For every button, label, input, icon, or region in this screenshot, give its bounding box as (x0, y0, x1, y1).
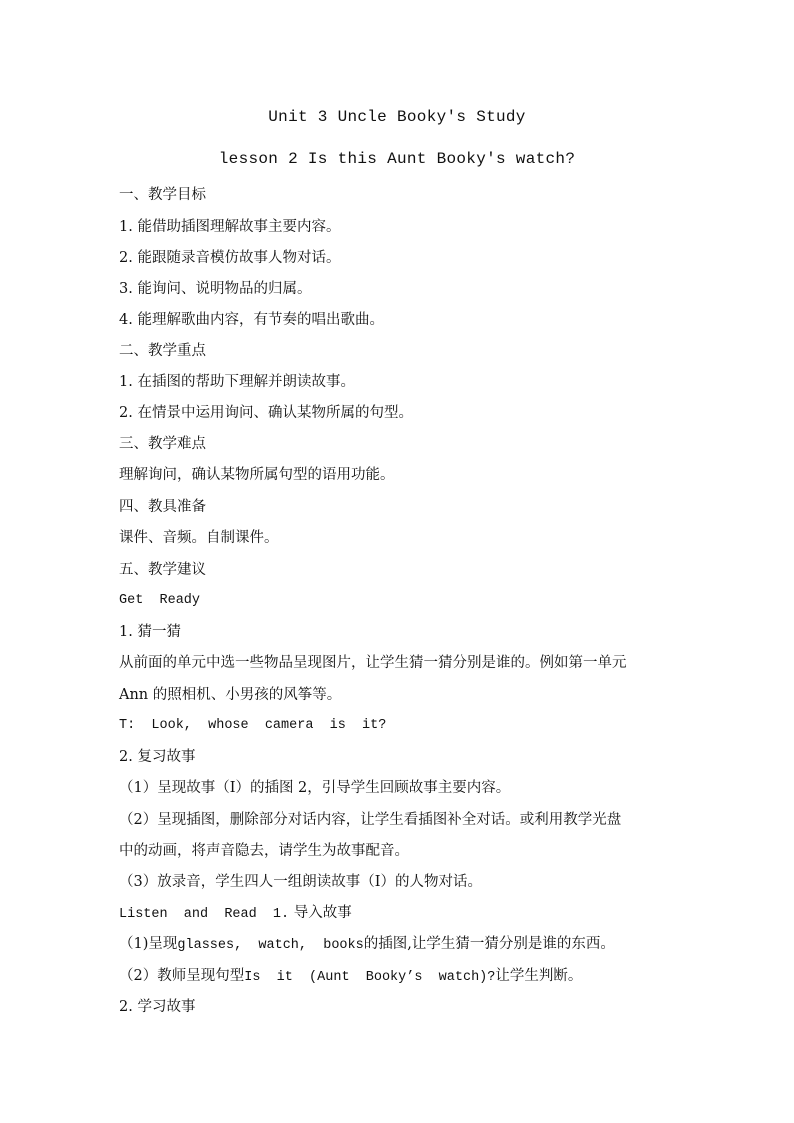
paragraph-line: 从前面的单元中选一些物品呈现图片，让学生猜一猜分别是谁的。例如第一单元 (119, 655, 627, 671)
paragraph-line: （2）呈现插图，删除部分对话内容，让学生看插图补全对话。或利用教学光盘 (119, 812, 622, 828)
section-heading-difficulties: 三、教学难点 (119, 436, 206, 452)
paragraph-line (119, 934, 615, 956)
subheading-get-ready: Get Ready (119, 593, 201, 608)
paragraph-line: （3）放录音，学生四人一组朗读故事（I）的人物对话。 (119, 874, 482, 890)
paragraph-line: Ann 的照相机、小男孩的风筝等。 (119, 687, 342, 703)
section-heading-suggestions: 五、教学建议 (119, 562, 206, 578)
key-point-item: 2. 在情景中运用询问、确认某物所属的句型。 (119, 405, 413, 421)
paragraph-line: 中的动画，将声音隐去，请学生为故事配音。 (119, 843, 409, 859)
objective-item: 2. 能跟随录音模仿故事人物对话。 (119, 250, 341, 266)
listen-read-activity: 导入故事 (289, 905, 352, 921)
objective-item: 1. 能借助插图理解故事主要内容。 (119, 219, 341, 235)
document-subtitle: lesson 2 Is this Aunt Booky's watch? (218, 150, 576, 168)
objective-item: 4. 能理解歌曲内容，有节奏的唱出歌曲。 (119, 312, 384, 328)
activity-heading: 1. 猜一猜 (119, 624, 181, 640)
listen-read-label: Listen and Read 1. (119, 907, 290, 922)
activity-heading: 2. 复习故事 (119, 749, 196, 765)
paragraph-line (119, 966, 582, 988)
difficulty-text: 理解询问，确认某物所属句型的语用功能。 (119, 467, 395, 483)
paragraph-line: （1）呈现故事（I）的插图 2，引导学生回顾故事主要内容。 (119, 780, 511, 796)
text-segment: （2）教师呈现句型 (119, 968, 245, 984)
text-segment: Is it (Aunt Booky’s watch)? (244, 970, 496, 985)
dialogue-line: T: Look, whose camera is it? (119, 718, 387, 733)
materials-text: 课件、音频。自制课件。 (119, 530, 279, 546)
text-segment: （1)呈现 (119, 936, 178, 952)
document-title: Unit 3 Uncle Booky's Study (268, 108, 526, 126)
objective-item: 3. 能询问、说明物品的归属。 (119, 281, 312, 297)
section-heading-objectives: 一、教学目标 (119, 187, 206, 203)
text-segment: 的插图,让学生猜一猜分别是谁的东西。 (363, 936, 615, 952)
section-heading-materials: 四、教具准备 (119, 499, 206, 515)
text-segment: 让学生判断。 (495, 968, 583, 984)
activity-heading: 2. 学习故事 (119, 999, 196, 1015)
key-point-item: 1. 在插图的帮助下理解并朗读故事。 (119, 374, 355, 390)
section-heading-key-points: 二、教学重点 (119, 343, 206, 359)
text-segment: glasses, watch, books (177, 938, 364, 953)
subheading-listen-read (119, 903, 352, 925)
